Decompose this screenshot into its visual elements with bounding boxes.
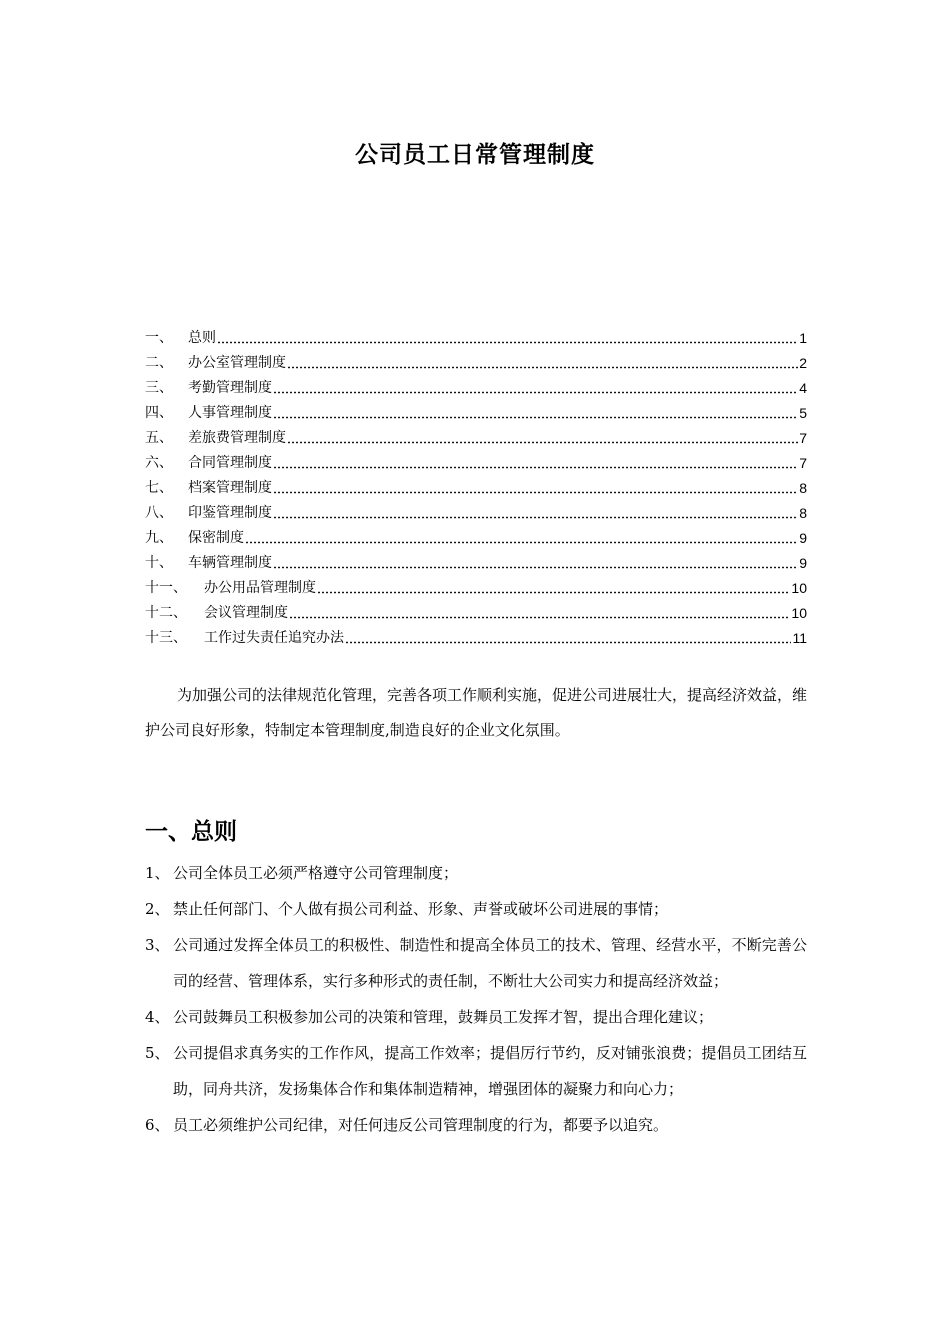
toc-leader-dots	[317, 580, 790, 594]
toc-entry-title: 印鉴管理制度	[188, 505, 272, 521]
list-item	[145, 927, 807, 999]
rules-list	[145, 855, 807, 1143]
list-item	[145, 1035, 807, 1107]
toc-entry[interactable]	[145, 422, 807, 447]
list-item	[145, 1107, 807, 1143]
toc-leader-dots	[273, 555, 798, 569]
toc-entry-page: 2	[799, 355, 807, 371]
rule-number: 5、	[145, 1044, 170, 1062]
toc-entry-number: 二、	[145, 355, 173, 371]
toc-entry-number: 三、	[145, 380, 173, 396]
toc-entry[interactable]	[145, 472, 807, 497]
toc-leader-dots	[273, 380, 798, 394]
toc-entry-page: 8	[799, 505, 807, 521]
toc-leader-dots	[273, 505, 798, 519]
rule-number: 3、	[145, 936, 170, 954]
toc-entry-title: 档案管理制度	[188, 480, 272, 496]
toc-entry-title: 办公室管理制度	[188, 355, 286, 371]
toc-leader-dots	[273, 405, 798, 419]
toc-entry-number: 九、	[145, 530, 173, 546]
toc-entry-page: 10	[791, 605, 807, 621]
toc-entry[interactable]	[145, 522, 807, 547]
toc-entry-title: 车辆管理制度	[188, 555, 272, 571]
toc-entry-title: 总则	[188, 330, 216, 346]
toc-entry[interactable]	[145, 372, 807, 397]
toc-entry-number: 十、	[145, 555, 173, 571]
toc-leader-dots	[287, 355, 798, 369]
toc-entry-page: 1	[799, 330, 807, 346]
toc-entry-title: 合同管理制度	[188, 455, 272, 471]
toc-entry[interactable]	[145, 597, 807, 622]
rule-number: 1、	[145, 864, 170, 882]
toc-entry-title: 人事管理制度	[188, 405, 272, 421]
rule-text: 公司提倡求真务实的工作作风，提高工作效率；提倡厉行节约，反对铺张浪费；提倡员工团结互助，同舟共济，发扬集体合作和集体制造精神，增强团体的凝聚力和向心力；	[173, 1044, 807, 1098]
toc-entry-title: 保密制度	[188, 530, 244, 546]
toc-entry-page: 10	[791, 580, 807, 596]
toc-entry-page: 8	[799, 480, 807, 496]
toc-leader-dots	[287, 430, 798, 444]
toc-leader-dots	[273, 455, 798, 469]
rule-number: 4、	[145, 1008, 170, 1026]
rule-text: 公司全体员工必须严格遵守公司管理制度；	[173, 864, 459, 882]
toc-entry-title: 考勤管理制度	[188, 380, 272, 396]
toc-entry-number: 四、	[145, 405, 173, 421]
toc-leader-dots	[273, 480, 798, 494]
toc-entry-number: 十三、	[145, 630, 187, 646]
toc-entry[interactable]	[145, 347, 807, 372]
toc-entry-number: 六、	[145, 455, 173, 471]
rule-number: 6、	[145, 1116, 170, 1134]
toc-entry-page: 5	[799, 405, 807, 421]
document-title: 公司员工日常管理制度	[355, 142, 595, 168]
rule-number: 2、	[145, 900, 170, 918]
toc-entry-number: 五、	[145, 430, 173, 446]
toc-entry-title: 办公用品管理制度	[204, 580, 316, 596]
toc-leader-dots	[345, 630, 791, 644]
toc-entry-page: 9	[799, 555, 807, 571]
list-item	[145, 891, 807, 927]
toc-entry-title: 差旅费管理制度	[188, 430, 286, 446]
toc-entry-title: 工作过失责任追究办法	[204, 630, 344, 646]
rule-text: 公司鼓舞员工积极参加公司的决策和管理，鼓舞员工发挥才智，提出合理化建议；	[173, 1008, 714, 1026]
toc-leader-dots	[245, 530, 798, 544]
toc-entry-page: 9	[799, 530, 807, 546]
toc-entry-page: 4	[799, 380, 807, 396]
toc-entry[interactable]	[145, 322, 807, 347]
toc-entry[interactable]	[145, 572, 807, 597]
toc-entry-title: 会议管理制度	[204, 605, 288, 621]
toc-entry-number: 十一、	[145, 580, 187, 596]
list-item	[145, 999, 807, 1035]
list-item	[145, 855, 807, 891]
toc-entry[interactable]	[145, 622, 807, 647]
toc-entry-number: 七、	[145, 480, 173, 496]
toc-entry[interactable]	[145, 497, 807, 522]
toc-entry[interactable]	[145, 547, 807, 572]
toc-leader-dots	[217, 330, 798, 344]
section-heading: 一、总则	[145, 819, 237, 845]
toc-entry-page: 7	[799, 430, 807, 446]
rule-text: 员工必须维护公司纪律，对任何违反公司管理制度的行为，都要予以追究。	[173, 1116, 669, 1134]
rule-text: 禁止任何部门、个人做有损公司利益、形象、声誉或破坏公司进展的事情；	[173, 900, 669, 918]
toc-entry-number: 八、	[145, 505, 173, 521]
toc-leader-dots	[289, 605, 790, 619]
toc-entry[interactable]	[145, 397, 807, 422]
toc-entry-number: 一、	[145, 330, 173, 346]
toc-entry-number: 十二、	[145, 605, 187, 621]
toc-entry[interactable]	[145, 447, 807, 472]
rule-text: 公司通过发挥全体员工的积极性、制造性和提高全体员工的技术、管理、经营水平，不断完善公司的经营、管理体系，实行多种形式的责任制，不断壮大公司实力和提高经济效益；	[173, 936, 807, 990]
intro-paragraph: 为加强公司的法律规范化管理，完善各项工作顺利实施，促进公司进展壮大，提高经济效益，维护公司良好形象，特制定本管理制度,制造良好的企业文化氛围。	[145, 686, 808, 739]
table-of-contents	[145, 322, 807, 647]
toc-entry-page: 11	[792, 630, 807, 646]
toc-entry-page: 7	[799, 455, 807, 471]
